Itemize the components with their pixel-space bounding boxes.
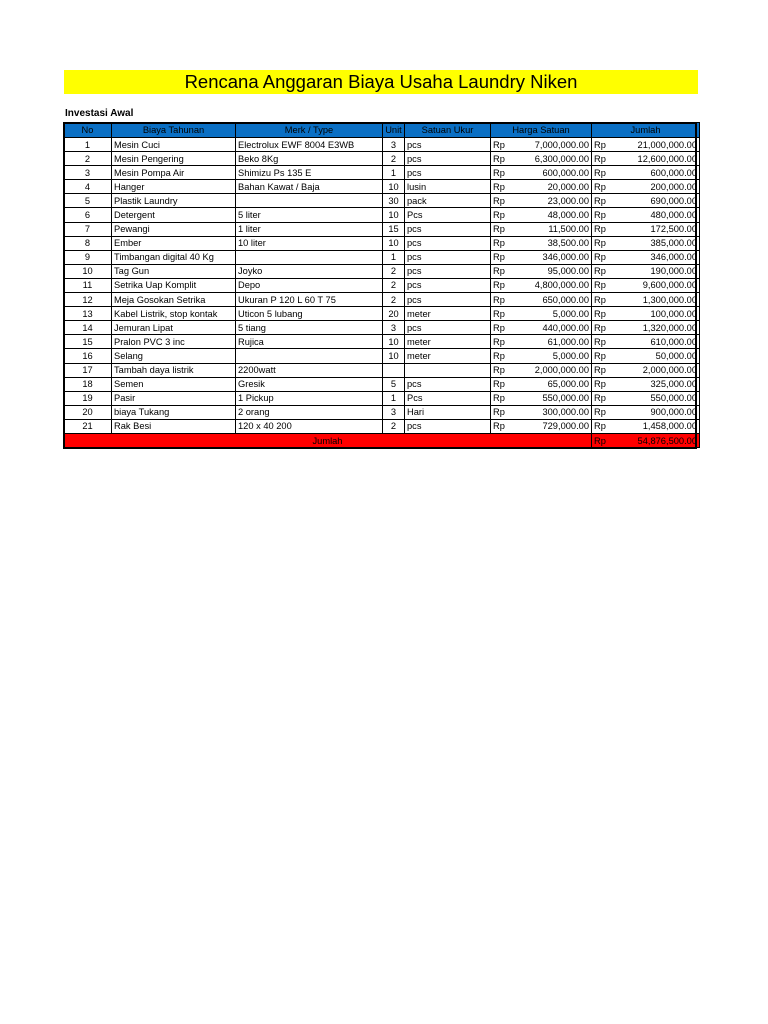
cell-jumlah-currency: Rp	[592, 321, 614, 335]
cell-no: 17	[64, 363, 112, 377]
cell-harga: 6,300,000.00	[515, 152, 592, 166]
cell-no: 15	[64, 335, 112, 349]
section-label: Investasi Awal	[65, 108, 134, 119]
cell-item: Detergent	[112, 208, 236, 222]
header-unit: Unit	[383, 123, 405, 138]
cell-no: 5	[64, 194, 112, 208]
header-satuan: Satuan Ukur	[405, 123, 491, 138]
cell-harga-currency: Rp	[491, 405, 515, 419]
cell-jumlah: 550,000.00	[614, 391, 700, 405]
cell-merk: Beko 8Kg	[236, 152, 383, 166]
cell-item: Mesin Pompa Air	[112, 166, 236, 180]
cell-no: 8	[64, 236, 112, 250]
cell-unit: 15	[383, 222, 405, 236]
cell-no: 7	[64, 222, 112, 236]
cell-harga-currency: Rp	[491, 349, 515, 363]
header-jumlah: Jumlah	[592, 123, 700, 138]
cell-harga-currency: Rp	[491, 180, 515, 194]
table-row	[64, 321, 700, 335]
cell-merk: Shimizu Ps 135 E	[236, 166, 383, 180]
cell-jumlah-currency: Rp	[592, 405, 614, 419]
cell-no: 19	[64, 391, 112, 405]
header-merk: Merk / Type	[236, 123, 383, 138]
cell-jumlah: 190,000.00	[614, 264, 700, 278]
cell-no: 20	[64, 405, 112, 419]
cell-satuan: pcs	[405, 293, 491, 307]
cell-harga-currency: Rp	[491, 138, 515, 152]
cell-no: 21	[64, 419, 112, 433]
cell-jumlah-currency: Rp	[592, 293, 614, 307]
table-row	[64, 180, 700, 194]
table-row	[64, 222, 700, 236]
table-row	[64, 335, 700, 349]
cell-merk	[236, 194, 383, 208]
cell-satuan: meter	[405, 349, 491, 363]
cell-satuan: lusin	[405, 180, 491, 194]
cell-satuan: pcs	[405, 138, 491, 152]
cell-item: Semen	[112, 377, 236, 391]
header-no: No	[64, 123, 112, 138]
cell-harga-currency: Rp	[491, 307, 515, 321]
table-row	[64, 278, 700, 292]
cell-jumlah-currency: Rp	[592, 138, 614, 152]
cell-jumlah: 100,000.00	[614, 307, 700, 321]
cell-unit: 2	[383, 293, 405, 307]
cell-item: Selang	[112, 349, 236, 363]
cell-unit: 3	[383, 138, 405, 152]
cell-item: Mesin Pengering	[112, 152, 236, 166]
cell-harga: 11,500.00	[515, 222, 592, 236]
cell-jumlah-currency: Rp	[592, 222, 614, 236]
cell-jumlah: 690,000.00	[614, 194, 700, 208]
cell-merk: 5 tiang	[236, 321, 383, 335]
cell-merk: 2 orang	[236, 405, 383, 419]
cell-harga: 2,000,000.00	[515, 363, 592, 377]
cell-merk: 5 liter	[236, 208, 383, 222]
cell-harga: 550,000.00	[515, 391, 592, 405]
cell-jumlah: 610,000.00	[614, 335, 700, 349]
cell-harga-currency: Rp	[491, 363, 515, 377]
cell-no: 10	[64, 264, 112, 278]
cell-item: Plastik Laundry	[112, 194, 236, 208]
cell-item: Kabel Listrik, stop kontak	[112, 307, 236, 321]
cell-unit: 3	[383, 321, 405, 335]
cell-jumlah-currency: Rp	[592, 419, 614, 433]
cell-jumlah: 325,000.00	[614, 377, 700, 391]
cell-item: Mesin Cuci	[112, 138, 236, 152]
cell-harga: 95,000.00	[515, 264, 592, 278]
cell-harga: 5,000.00	[515, 349, 592, 363]
cell-item: Pewangi	[112, 222, 236, 236]
cell-unit: 3	[383, 405, 405, 419]
cell-merk: Gresik	[236, 377, 383, 391]
cell-item: Rak Besi	[112, 419, 236, 433]
cell-jumlah: 172,500.00	[614, 222, 700, 236]
cell-no: 12	[64, 293, 112, 307]
cell-merk: 1 liter	[236, 222, 383, 236]
cell-no: 9	[64, 250, 112, 264]
cell-unit: 1	[383, 391, 405, 405]
cell-unit: 2	[383, 419, 405, 433]
cell-harga: 346,000.00	[515, 250, 592, 264]
table-row	[64, 166, 700, 180]
cell-merk	[236, 349, 383, 363]
table-row	[64, 236, 700, 250]
cell-item: Pasir	[112, 391, 236, 405]
cell-merk: Rujica	[236, 335, 383, 349]
cell-merk	[236, 250, 383, 264]
header-harga: Harga Satuan	[491, 123, 592, 138]
cell-harga: 20,000.00	[515, 180, 592, 194]
cell-merk: 10 liter	[236, 236, 383, 250]
cell-harga-currency: Rp	[491, 250, 515, 264]
table-row	[64, 264, 700, 278]
cell-merk: Ukuran P 120 L 60 T 75	[236, 293, 383, 307]
cell-no: 3	[64, 166, 112, 180]
cell-item: Tag Gun	[112, 264, 236, 278]
cell-satuan: pcs	[405, 236, 491, 250]
cell-harga: 38,500.00	[515, 236, 592, 250]
cell-harga-currency: Rp	[491, 264, 515, 278]
cell-jumlah-currency: Rp	[592, 166, 614, 180]
cell-jumlah-currency: Rp	[592, 307, 614, 321]
cell-merk: Joyko	[236, 264, 383, 278]
table-row	[64, 363, 700, 377]
cell-no: 4	[64, 180, 112, 194]
cell-no: 13	[64, 307, 112, 321]
cell-satuan: pcs	[405, 222, 491, 236]
cell-jumlah: 385,000.00	[614, 236, 700, 250]
cell-harga-currency: Rp	[491, 152, 515, 166]
cell-jumlah: 1,320,000.00	[614, 321, 700, 335]
cell-harga: 48,000.00	[515, 208, 592, 222]
cell-unit: 1	[383, 166, 405, 180]
table-row	[64, 293, 700, 307]
cell-jumlah-currency: Rp	[592, 349, 614, 363]
header-row	[64, 123, 700, 138]
cell-jumlah-currency: Rp	[592, 236, 614, 250]
cell-item: Ember	[112, 236, 236, 250]
cell-harga-currency: Rp	[491, 335, 515, 349]
cell-satuan: pcs	[405, 278, 491, 292]
cell-satuan: Pcs	[405, 391, 491, 405]
table-row	[64, 307, 700, 321]
cell-jumlah: 1,458,000.00	[614, 419, 700, 433]
cell-jumlah: 600,000.00	[614, 166, 700, 180]
table-row	[64, 419, 700, 433]
table-row	[64, 349, 700, 363]
table-row	[64, 138, 700, 152]
cell-jumlah: 900,000.00	[614, 405, 700, 419]
cell-merk: Uticon 5 lubang	[236, 307, 383, 321]
cell-unit: 10	[383, 236, 405, 250]
cell-satuan: meter	[405, 307, 491, 321]
cell-satuan: meter	[405, 335, 491, 349]
cell-harga: 440,000.00	[515, 321, 592, 335]
cell-unit: 2	[383, 264, 405, 278]
cell-item: Hanger	[112, 180, 236, 194]
cell-jumlah: 50,000.00	[614, 349, 700, 363]
cell-unit: 5	[383, 377, 405, 391]
cell-merk: Electrolux EWF 8004 E3WB	[236, 138, 383, 152]
cell-jumlah-currency: Rp	[592, 152, 614, 166]
cell-jumlah: 1,300,000.00	[614, 293, 700, 307]
cell-no: 2	[64, 152, 112, 166]
cell-merk: 1 Pickup	[236, 391, 383, 405]
cell-satuan: pcs	[405, 419, 491, 433]
cell-harga-currency: Rp	[491, 194, 515, 208]
cell-no: 6	[64, 208, 112, 222]
cell-harga: 7,000,000.00	[515, 138, 592, 152]
cell-harga: 5,000.00	[515, 307, 592, 321]
table-row	[64, 152, 700, 166]
cell-satuan: pcs	[405, 377, 491, 391]
cell-harga-currency: Rp	[491, 391, 515, 405]
cell-unit: 1	[383, 250, 405, 264]
cell-harga: 300,000.00	[515, 405, 592, 419]
header-biaya: Biaya Tahunan	[112, 123, 236, 138]
cell-merk: 2200watt	[236, 363, 383, 377]
total-currency: Rp	[592, 433, 614, 447]
table-row	[64, 391, 700, 405]
cell-harga-currency: Rp	[491, 278, 515, 292]
cell-harga: 729,000.00	[515, 419, 592, 433]
cell-jumlah-currency: Rp	[592, 180, 614, 194]
cell-jumlah-currency: Rp	[592, 278, 614, 292]
cell-jumlah-currency: Rp	[592, 250, 614, 264]
cell-jumlah: 12,600,000.00	[614, 152, 700, 166]
cell-satuan: pcs	[405, 264, 491, 278]
cell-jumlah: 2,000,000.00	[614, 363, 700, 377]
cell-harga-currency: Rp	[491, 236, 515, 250]
cell-item: Tambah daya listrik	[112, 363, 236, 377]
cell-jumlah: 346,000.00	[614, 250, 700, 264]
table-row	[64, 250, 700, 264]
cell-harga: 4,800,000.00	[515, 278, 592, 292]
cell-satuan: pcs	[405, 321, 491, 335]
cell-jumlah: 480,000.00	[614, 208, 700, 222]
cell-item: Timbangan digital 40 Kg	[112, 250, 236, 264]
cell-harga-currency: Rp	[491, 166, 515, 180]
cell-unit: 10	[383, 208, 405, 222]
cell-item: Pralon PVC 3 inc	[112, 335, 236, 349]
cell-item: Meja Gosokan Setrika	[112, 293, 236, 307]
cell-satuan: Pcs	[405, 208, 491, 222]
cell-item: Jemuran Lipat	[112, 321, 236, 335]
cell-jumlah-currency: Rp	[592, 194, 614, 208]
total-row	[64, 433, 700, 447]
cell-harga-currency: Rp	[491, 377, 515, 391]
budget-table	[63, 122, 700, 448]
cell-merk: Bahan Kawat / Baja	[236, 180, 383, 194]
cell-unit: 10	[383, 349, 405, 363]
cell-jumlah-currency: Rp	[592, 377, 614, 391]
cell-harga: 65,000.00	[515, 377, 592, 391]
cell-merk: Depo	[236, 278, 383, 292]
cell-merk: 120 x 40 200	[236, 419, 383, 433]
cell-no: 1	[64, 138, 112, 152]
cell-harga-currency: Rp	[491, 293, 515, 307]
page-title: Rencana Anggaran Biaya Usaha Laundry Niken	[64, 70, 698, 94]
cell-unit: 2	[383, 152, 405, 166]
cell-harga: 23,000.00	[515, 194, 592, 208]
table-row	[64, 377, 700, 391]
cell-no: 16	[64, 349, 112, 363]
cell-unit	[383, 363, 405, 377]
cell-item: Setrika Uap Komplit	[112, 278, 236, 292]
cell-jumlah-currency: Rp	[592, 363, 614, 377]
cell-harga: 650,000.00	[515, 293, 592, 307]
cell-jumlah-currency: Rp	[592, 208, 614, 222]
cell-no: 11	[64, 278, 112, 292]
cell-harga: 600,000.00	[515, 166, 592, 180]
table-body	[64, 138, 700, 434]
cell-satuan: pack	[405, 194, 491, 208]
cell-jumlah-currency: Rp	[592, 391, 614, 405]
cell-satuan: pcs	[405, 152, 491, 166]
cell-unit: 30	[383, 194, 405, 208]
cell-unit: 10	[383, 335, 405, 349]
cell-satuan: Hari	[405, 405, 491, 419]
cell-harga-currency: Rp	[491, 208, 515, 222]
table-row	[64, 208, 700, 222]
cell-harga: 61,000.00	[515, 335, 592, 349]
total-label: Jumlah	[64, 433, 592, 447]
cell-jumlah: 21,000,000.00	[614, 138, 700, 152]
total-value: 54,876,500.00	[614, 433, 700, 447]
cell-jumlah-currency: Rp	[592, 264, 614, 278]
cell-unit: 2	[383, 278, 405, 292]
cell-satuan	[405, 363, 491, 377]
cell-jumlah: 200,000.00	[614, 180, 700, 194]
cell-item: biaya Tukang	[112, 405, 236, 419]
table-row	[64, 405, 700, 419]
table-row	[64, 194, 700, 208]
cell-no: 14	[64, 321, 112, 335]
cell-harga-currency: Rp	[491, 419, 515, 433]
cell-unit: 10	[383, 180, 405, 194]
cell-no: 18	[64, 377, 112, 391]
cell-jumlah: 9,600,000.00	[614, 278, 700, 292]
cell-unit: 20	[383, 307, 405, 321]
cell-harga-currency: Rp	[491, 321, 515, 335]
cell-satuan: pcs	[405, 166, 491, 180]
cell-satuan: pcs	[405, 250, 491, 264]
cell-harga-currency: Rp	[491, 222, 515, 236]
cell-jumlah-currency: Rp	[592, 335, 614, 349]
